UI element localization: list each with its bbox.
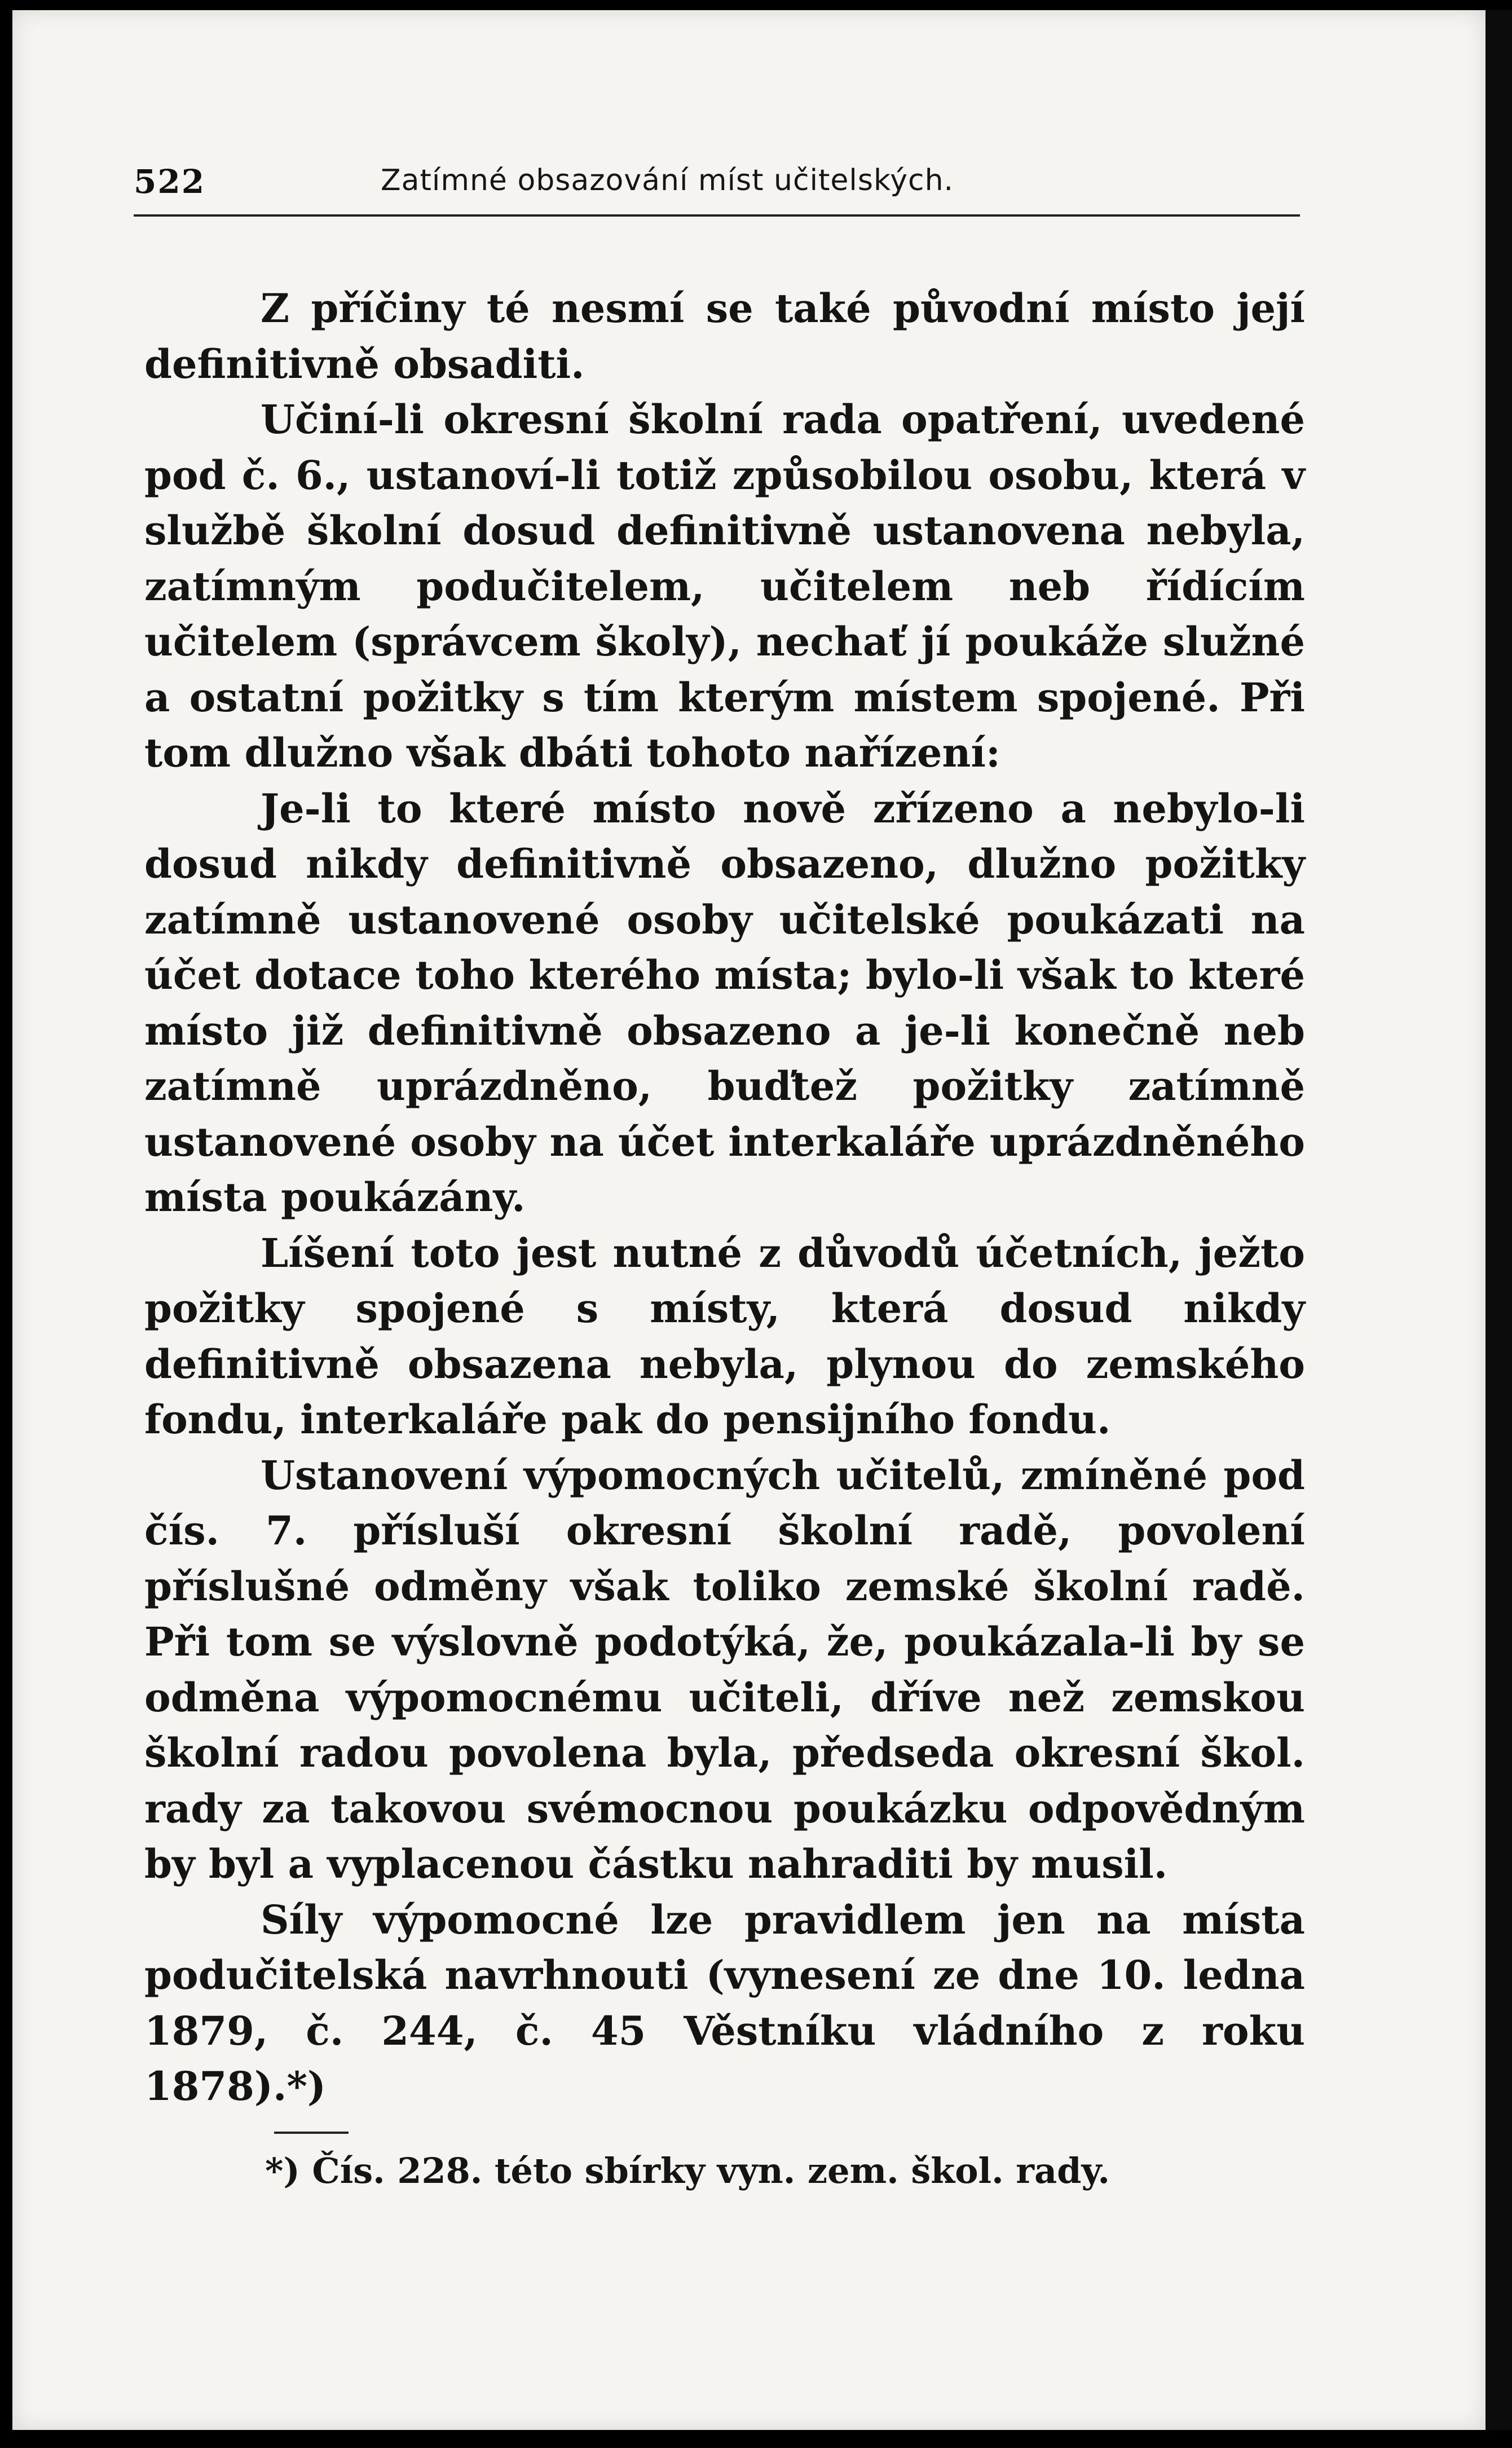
footnote: *) Čís. 228. této sbírky vyn. zem. škol. rady. (265, 2150, 1110, 2191)
page-number: 522 (134, 162, 206, 201)
footnote-rule (274, 2132, 349, 2134)
header-rule (134, 214, 1300, 217)
paragraph-6: Síly výpomocné lze pravidlem jen na místa podučitelská navrhnouti (vynesení ze dne 10. ledna 1879, č. 244, č. 45 Věstníku vládního z roku 1878).*) (144, 1896, 1305, 2110)
paragraph-3: Je-li to které místo nově zřízeno a nebylo-li dosud nikdy definitivně obsazeno, dlužno požitky zatímně ustanovené osoby učitelské poukázati na účet dotace toho kterého místa; bylo-li však to které místo již definitivně obsazeno a je-li konečně neb zatímně uprázdněno, buďtež požitky zatímně ustanovené osoby na účet interkaláře uprázdněného místa poukázány. (144, 785, 1305, 1221)
paragraph-1: Z příčiny té nesmí se také původní místo její definitivně obsaditi. (144, 285, 1305, 388)
page-header (134, 151, 1300, 208)
running-title: Zatímné obsazování míst učitelských. (381, 164, 954, 197)
paragraph-2: Učiní-li okresní školní rada opatření, uvedené pod č. 6., ustanoví-li totiž způsobilou osobu, která v službě školní dosud definitivně ustanovena nebyla, zatímným podučitelem, učitelem neb řídícím učitelem (správcem školy), nechať jí poukáže služné a ostatní požitky s tím kterým místem spojené. Při tom dlužno však dbáti tohoto nařízení: (144, 396, 1305, 776)
paragraph-4: Líšení toto jest nutné z důvodů účetních, ježto požitky spojené s místy, která dosud nikdy definitivně obsazena nebyla, plynou do zemského fondu, interkaláře pak do pensijního fondu. (144, 1229, 1305, 1443)
scan-edge (1485, 10, 1512, 2430)
paragraph-5: Ustanovení výpomocných učitelů, zmíněné pod čís. 7. přísluší okresní školní radě, povolení příslušné odměny však toliko zemské školní radě. Při tom se výslovně podotýká, že, poukázala-li by se odměna výpomocnému učiteli, dříve než zemskou školní radou povolena byla, předseda okresní škol. rady za takovou svémocnou poukázku odpovědným by byl a vyplacenou částku nahraditi by musil. (144, 1451, 1305, 1887)
body-text (144, 281, 1305, 2115)
